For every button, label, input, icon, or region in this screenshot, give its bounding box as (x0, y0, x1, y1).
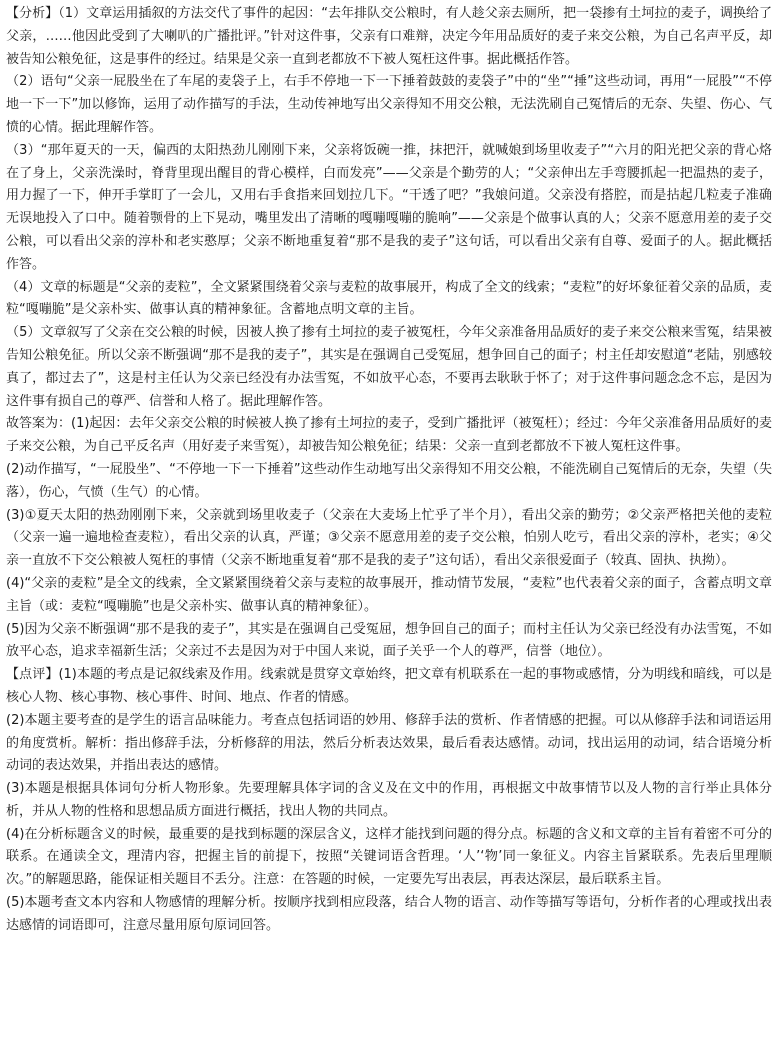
answer-3-paragraph: (3)①夏天太阳的热劲刚刚下来，父亲就到场里收麦子（父亲在大麦场上忙乎了半个月），看出父亲的勤劳；②父亲严格把关他的麦粒（父亲一遍一遍地检查麦粒），看出父亲的认真，严谨；③父亲不愿意用差的麦子交公粮，怕别人吃亏，看出父亲的淳朴，老实；④父亲一直放不下交公粮被人冤枉的事情（父亲不断地重复着“那不是我的麦子”这句话），看出父亲很爱面子（较真、固执、执拗）。 (6, 507, 772, 569)
analysis-intro-paragraph: 【分析】（1）文章运用插叙的方法交代了事件的起因：“去年排队交公粮时，有人趁父亲去厕所，把一袋掺有土坷拉的麦子，调换给了父亲，……他因此受到了大喇叭的广播批评。”针对这件事，父亲有口难辩，决定今年用品质好的麦子来交公粮，为自己名声平反，却被告知公粮免征，这是事件的经过。结果是父亲一直到老都放不下被人冤枉这件事。据此概括作答。 (6, 6, 772, 67)
analysis-item-2-paragraph: （2）语句“父亲一屁股坐在了车尾的麦袋子上，右手不停地一下一下捶着鼓鼓的麦袋子”中的“坐”“捶”这些动词，再用“一屁股”“不停地一下一下”加以修饰，运用了动作描写的手法，生动传神地写出父亲得知不用交公粮，无法洗刷自己冤情后的无奈、失望、伤心、气愤的心情。据此理解作答。 (6, 74, 772, 135)
answer-2-paragraph: (2)动作描写，“一屁股坐”、“不停地一下一下捶着”这些动作生动地写出父亲得知不用交公粮，不能洗刷自己冤情后的无奈，失望（失落），伤心，气愤（生气）的心情。 (6, 461, 772, 500)
answer-1-paragraph: 故答案为：(1)起因：去年父亲交公粮的时候被人换了掺有土坷拉的麦子，受到广播批评（被冤枉）；经过：今年父亲准备用品质好的麦子来交公粮，为自己平反名声（用好麦子来雪冤），却被告知公粮免征；结果：父亲一直到老都放不下被人冤枉这件事。 (6, 416, 772, 455)
comment-5-paragraph: (5)本题考查文本内容和人物感情的理解分析。按顺序找到相应段落，结合人物的语言、动作等描写等语句，分析作者的心理或找出表达感情的词语即可，注意尽量用原句原词回答。 (6, 895, 772, 933)
comment-2-paragraph: (2)本题主要考查的是学生的语言品味能力。考查点包括词语的妙用、修辞手法的赏析、作者情感的把握。可以从修辞手法和词语运用的角度赏析。解析：指出修辞手法，分析修辞的用法，然后分析表达效果，最后看表达感情。动词，找出运用的动词，结合语境分析动词的表达效果，并指出表达的感情。 (6, 712, 772, 774)
analysis-item-4-paragraph: （4）文章的标题是“父亲的麦粒”，全文紧紧围绕着父亲与麦粒的故事展开，构成了全文的线索；“麦粒”的好坏象征着父亲的品质，麦粒“嘎嘣脆”是父亲朴实、做事认真的精神象征。含蓄地点明文章的主旨。 (6, 279, 772, 318)
analysis-item-3-paragraph: （3）“那年夏天的一天，偏西的太阳热劲儿刚刚下来，父亲将饭碗一推，抹把汗，就喊娘到场里收麦子”“六月的阳光把父亲的背心烙在了身上，父亲洗澡时，脊背里现出醒目的背心模样，白而发亮”——父亲是个勤劳的人；“父亲伸出左手弯腰抓起一把温热的麦子，用力握了一下，伸开手掌盯了一会儿，又用右手食指来回划拉几下。“干透了吧？”我娘问道。父亲没有搭腔，而是拈起几粒麦子准确无误地投入了口中。随着颚骨的上下晃动，嘴里发出了清晰的嘎嘣嘎嘣的脆响”——父亲是个做事认真的人；父亲不愿意用差的麦子交公粮，可以看出父亲的淳朴和老实憨厚；父亲不断地重复着“那不是我的麦子”这句话，可以看出父亲有自尊、爱面子的人。据此概括作答。 (6, 142, 772, 272)
answer-4-paragraph: (4)“父亲的麦粒”是全文的线索，全文紧紧围绕着父亲与麦粒的故事展开，推动情节发展，“麦粒”也代表着父亲的面子，含蓄点明文章主旨（或：麦粒“嘎嘣脆”也是父亲朴实、做事认真的精神象征）。 (6, 575, 772, 614)
analysis-item-5-paragraph: （5）文章叙写了父亲在交公粮的时候，因被人换了掺有土坷拉的麦子被冤枉，今年父亲准备用品质好的麦子来交公粮来雪冤，结果被告知公粮免征。所以父亲不断强调“那不是我的麦子”，其实是在强调自己受冤屈，想争回自己的面子；村主任却安慰道“老陆，别感较真了，都过去了”，这是村主任认为父亲已经没有办法雪冤，不如放平心态，不要再去耿耿于怀了；对于这件事问题念念不忘，是因为这件事有损自己的尊严、信誉和人格了。据此理解作答。 (6, 325, 772, 409)
comment-4-paragraph: (4)在分析标题含义的时候，最重要的是找到标题的深层含义，这样才能找到问题的得分点。标题的含义和文章的主旨有着密不可分的联系。在通读全文，理清内容，把握主旨的前提下，按照“关键词语含哲理。‘人’‘物’同一象征义。内容主旨紧联系。先表后里理顺次。”的解题思路，能保证相关题目不丢分。注意：在答题的时候，一定要先写出表层，再表达深层，最后联系主旨。 (6, 826, 772, 888)
answer-5-paragraph: (5)因为父亲不断强调“那不是我的麦子”，其实是在强调自己受冤屈，想争回自己的面子；而村主任认为父亲已经没有办法雪冤，不如放平心态，追求幸福新生活；父亲过不去是因为对于中国人来说，面子关乎一个人的尊严，信誉（地位）。 (6, 621, 772, 660)
comment-intro-paragraph: 【点评】(1)本题的考点是记叙线索及作用。线索就是贯穿文章始终，把文章有机联系在一起的事物或感情，分为明线和暗线，可以是核心人物、核心事物、核心事件、时间、地点、作者的情感。 (6, 667, 772, 705)
comment-3-paragraph: (3)本题是根据具体词句分析人物形象。先要理解具体字词的含义及在文中的作用，再根据文中故事情节以及人物的言行举止具体分析，并从人物的性格和思想品质方面进行概括，找出人物的共同点。 (6, 781, 772, 819)
